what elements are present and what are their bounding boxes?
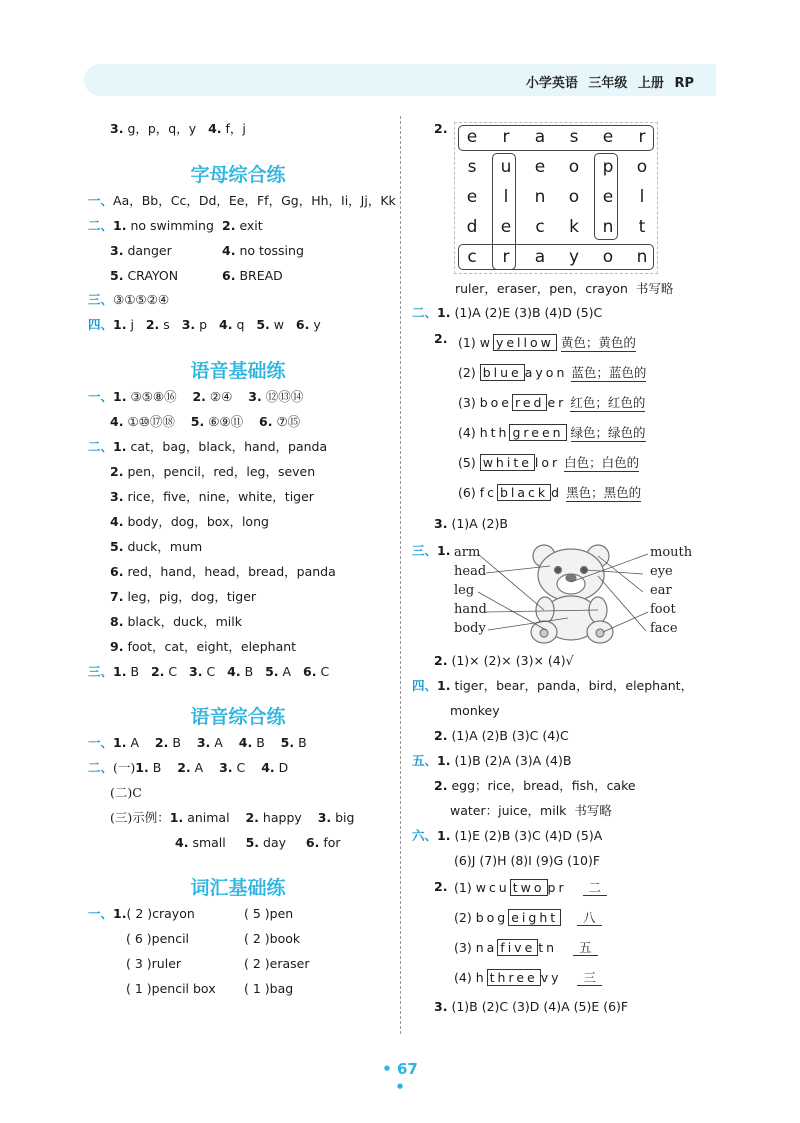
chinese-meaning: 蓝色；蓝色的 bbox=[571, 365, 647, 380]
letters-before: boe bbox=[479, 395, 512, 410]
bear-part-label: foot bbox=[650, 602, 676, 617]
answer-line: 二、1. cat，bag，black，hand，panda bbox=[88, 439, 328, 454]
answer-line: 四、1. j 2. s 3. p 4. q 5. w 6. y bbox=[88, 317, 321, 332]
grid-letter: o bbox=[636, 157, 648, 177]
answer-line: 3. rice，five，nine，white，tiger bbox=[110, 489, 314, 504]
color-word-row bbox=[458, 334, 636, 352]
grid-letter: r bbox=[502, 127, 510, 147]
answer-line: 3. (1)A (2)B bbox=[434, 516, 508, 531]
chinese-meaning: 绿色；绿色的 bbox=[570, 425, 646, 440]
grid-letter: y bbox=[568, 247, 580, 267]
answer-line: 3. (1)B (2)C (3)D (4)A (5)E (6)F bbox=[434, 999, 629, 1014]
letters-before: bog bbox=[475, 910, 509, 925]
answer-line: 四、1. tiger，bear，panda，bird，elephant， bbox=[412, 678, 694, 693]
letters-before: wcu bbox=[475, 880, 510, 895]
column-divider bbox=[400, 116, 401, 1034]
section-title: 语音综合练 bbox=[190, 706, 286, 728]
grid-letter: o bbox=[568, 157, 580, 177]
answer-line: monkey bbox=[450, 703, 500, 718]
color-word-row bbox=[458, 454, 639, 472]
bear-part-label: eye bbox=[650, 564, 673, 579]
chinese-meaning: 白色；白色的 bbox=[564, 455, 640, 470]
bear-part-label: face bbox=[650, 621, 678, 636]
answer-line: ( 5 )pen bbox=[244, 906, 294, 921]
answer-line: 2. exit bbox=[222, 218, 263, 233]
letters-before: fc bbox=[479, 485, 497, 500]
item-index: (4) bbox=[458, 425, 476, 440]
number-word-row bbox=[454, 879, 607, 897]
letters-after: pr bbox=[547, 880, 567, 895]
question-number: 2. bbox=[434, 121, 448, 136]
answer-line: 2. pen，pencil，red，leg，seven bbox=[110, 464, 316, 479]
chinese-meaning: 黄色；黄色的 bbox=[560, 335, 636, 350]
bear-part-label: body bbox=[454, 621, 486, 636]
answer-line: ( 2 )book bbox=[244, 931, 301, 946]
bear-part-label: arm bbox=[454, 545, 481, 560]
grid-letter: s bbox=[467, 157, 477, 177]
answer-line: ( 2 )eraser bbox=[244, 956, 310, 971]
chinese-meaning: 八 bbox=[577, 910, 602, 926]
answer-line: (三)示例：1. animal 2. happy 3. big bbox=[110, 810, 355, 825]
circled-word: blue bbox=[480, 364, 525, 381]
answer-line: 2. egg；rice，bread，fish，cake bbox=[434, 778, 636, 793]
answer-line: ( 1 )bag bbox=[244, 981, 294, 996]
page-number: • 67 • bbox=[382, 1060, 418, 1096]
item-index: (3) bbox=[454, 940, 472, 955]
grid-letter: r bbox=[502, 247, 510, 267]
item-index: (1) bbox=[458, 335, 476, 350]
page-header bbox=[84, 64, 716, 96]
answer-line: 二、(一)1. B 2. A 3. C 4. D bbox=[88, 760, 289, 775]
item-index: (6) bbox=[458, 485, 476, 500]
number-word-row bbox=[454, 939, 598, 957]
answer-line: 9. foot，cat，eight，elephant bbox=[110, 639, 297, 654]
answer-line: 3. danger bbox=[110, 243, 172, 258]
letters-before: h bbox=[475, 970, 487, 985]
answer-line: 2. (1)A (2)B (3)C (4)C bbox=[434, 728, 569, 743]
circled-word: black bbox=[497, 484, 551, 501]
item-index: (2) bbox=[454, 910, 472, 925]
chinese-meaning: 黑色；黑色的 bbox=[566, 485, 642, 500]
grid-letter: k bbox=[569, 217, 579, 237]
item-index: (5) bbox=[458, 455, 476, 470]
bear-part-label: leg bbox=[454, 583, 475, 598]
grid-letter: e bbox=[602, 127, 614, 147]
answer-line: 一、1.( 2 )crayon bbox=[88, 906, 195, 921]
answer-line: 三、③①⑤②④ bbox=[88, 292, 170, 307]
item-index: (4) bbox=[454, 970, 472, 985]
answer-line: 五、1. (1)B (2)A (3)A (4)B bbox=[412, 753, 572, 768]
letters-before: w bbox=[479, 335, 493, 350]
grid-letter: n bbox=[636, 247, 648, 267]
answer-line: 3. g，p，q，y 4. f，j bbox=[110, 121, 246, 136]
color-word-row bbox=[458, 424, 646, 442]
circled-word: eight bbox=[508, 909, 561, 926]
grid-letter: e bbox=[466, 187, 478, 207]
bear-part-label: mouth bbox=[650, 545, 693, 560]
grid-letter: n bbox=[602, 217, 614, 237]
circled-word: white bbox=[480, 454, 535, 471]
section-title: 词汇基础练 bbox=[190, 877, 286, 899]
grid-letter: p bbox=[602, 157, 614, 177]
answer-line: 7. leg，pig，dog，tiger bbox=[110, 589, 257, 604]
answer-line: 4. no tossing bbox=[222, 243, 304, 258]
item-index: (2) bbox=[458, 365, 476, 380]
grid-letter: s bbox=[569, 127, 579, 147]
answer-line: 5. CRAYON bbox=[110, 268, 179, 283]
grid-letter: l bbox=[503, 187, 509, 207]
answer-line: (6)J (7)H (8)I (9)G (10)F bbox=[454, 853, 601, 868]
chinese-meaning: 三 bbox=[577, 970, 602, 986]
grid-letter: e bbox=[602, 187, 614, 207]
answer-line: 六、1. (1)E (2)B (3)C (4)D (5)A bbox=[412, 828, 603, 843]
answer-line: ( 1 )pencil box bbox=[126, 981, 216, 996]
circled-word: two bbox=[510, 879, 548, 896]
answer-line: 一、1. ③⑤⑧⑯ 2. ②④ 3. ⑫⑬⑭ bbox=[88, 389, 304, 404]
answer-line: ruler，eraser，pen，crayon 书写略 bbox=[455, 281, 674, 296]
answer-line: 5. duck，mum bbox=[110, 539, 203, 554]
bear-part-label: hand bbox=[454, 602, 487, 617]
letters-after: tn bbox=[538, 940, 558, 955]
letters-after: ayon bbox=[524, 365, 568, 380]
color-word-row bbox=[458, 394, 645, 412]
answer-line: 4. small 5. day 6. for bbox=[175, 835, 341, 850]
letters-after: lor bbox=[534, 455, 561, 470]
answer-line: 6. red，hand，head，bread，panda bbox=[110, 564, 336, 579]
item-index: (1) bbox=[454, 880, 472, 895]
number-word-row bbox=[454, 969, 602, 987]
grid-letter: r bbox=[638, 127, 646, 147]
circled-word: red bbox=[512, 394, 548, 411]
item-index: (3) bbox=[458, 395, 476, 410]
grid-letter: a bbox=[534, 127, 546, 147]
answer-line: 4. body，dog，box，long bbox=[110, 514, 269, 529]
bear-part-label: head bbox=[454, 564, 487, 579]
circled-word: three bbox=[487, 969, 541, 986]
answer-line: 2. (1)× (2)× (3)× (4)√ bbox=[434, 653, 574, 668]
question-number: 2. bbox=[434, 331, 448, 346]
color-word-row bbox=[458, 484, 641, 502]
grid-letter: c bbox=[535, 217, 545, 237]
answer-line: (二)C bbox=[110, 785, 142, 800]
grid-letter: a bbox=[534, 247, 546, 267]
section-title: 语音基础练 bbox=[190, 360, 286, 382]
answer-line: water：juice，milk 书写略 bbox=[450, 803, 612, 818]
answer-line: ( 3 )ruler bbox=[126, 956, 182, 971]
answer-line: 4. ①⑩⑰⑱ 5. ⑥⑨⑪ 6. ⑦⑮ bbox=[110, 414, 301, 429]
chinese-meaning: 红色；红色的 bbox=[570, 395, 646, 410]
answer-line: 三、1. B 2. C 3. C 4. B 5. A 6. C bbox=[88, 664, 330, 679]
answer-line: ( 6 )pencil bbox=[126, 931, 190, 946]
answer-line: 二、1. (1)A (2)E (3)B (4)D (5)C bbox=[412, 305, 603, 320]
bear-part-label: ear bbox=[650, 583, 672, 598]
grid-letter: u bbox=[500, 157, 512, 177]
letters-after: vy bbox=[540, 970, 562, 985]
grid-letter: d bbox=[466, 217, 478, 237]
grid-letter: c bbox=[467, 247, 477, 267]
answer-line: 8. black，duck，milk bbox=[110, 614, 242, 629]
grid-letter: l bbox=[639, 187, 645, 207]
answer-line: 三、1. bbox=[412, 543, 451, 558]
grid-letter: o bbox=[568, 187, 580, 207]
grid-letter: o bbox=[602, 247, 614, 267]
letters-after: d bbox=[551, 485, 563, 500]
grid-letter: t bbox=[638, 217, 646, 237]
question-number: 2. bbox=[434, 879, 448, 894]
grid-letter: e bbox=[500, 217, 512, 237]
chinese-meaning: 五 bbox=[573, 940, 598, 956]
answer-line: 一、1. A 2. B 3. A 4. B 5. B bbox=[88, 735, 307, 750]
letters-before: hth bbox=[479, 425, 510, 440]
color-word-row bbox=[458, 364, 646, 382]
letters-after: er bbox=[547, 395, 567, 410]
word-search-grid bbox=[454, 122, 658, 274]
circled-word: five bbox=[497, 939, 538, 956]
answer-line: 一、Aa，Bb，Cc，Dd，Ee，Ff，Gg，Hh，Ii，Jj，Kk bbox=[88, 193, 396, 208]
answer-line: 二、1. no swimming bbox=[88, 218, 214, 233]
answer-line: 6. BREAD bbox=[222, 268, 283, 283]
grid-letter: n bbox=[534, 187, 546, 207]
number-word-row bbox=[454, 909, 602, 927]
grid-letter: e bbox=[534, 157, 546, 177]
grid-letter: e bbox=[466, 127, 478, 147]
section-title: 字母综合练 bbox=[190, 164, 286, 186]
header-title: 小学英语 三年级 上册 RP bbox=[525, 76, 694, 91]
circled-word: green bbox=[509, 424, 566, 441]
letters-before: na bbox=[475, 940, 498, 955]
circled-word: yellow bbox=[493, 334, 557, 351]
chinese-meaning: 二 bbox=[583, 880, 608, 896]
